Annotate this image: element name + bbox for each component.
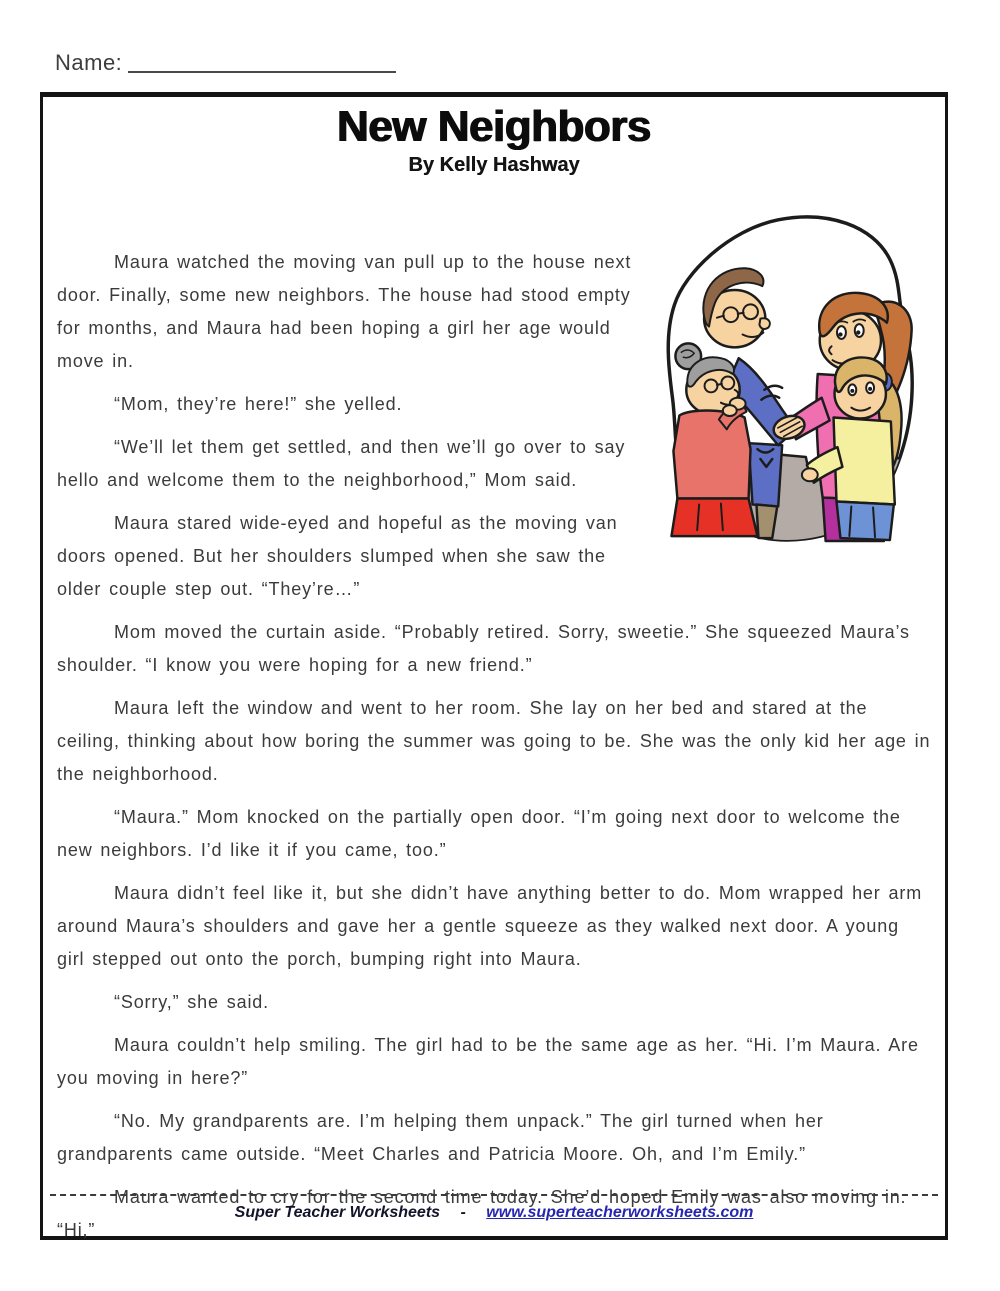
passage-paragraph: Maura couldn’t help smiling. The girl had to be the same age as her. “Hi. I’m Maura. Are you moving in here?”: [57, 1035, 919, 1088]
passage-paragraph: Maura left the window and went to her room. She lay on her bed and stared at the ceiling, thinking about how boring the summer was going to be. She was the only kid her age in the neighborhood.: [57, 698, 931, 784]
footer-line: [43, 1196, 945, 1236]
footer-url-link[interactable]: www.superteacherworksheets.com: [486, 1204, 754, 1221]
passage-paragraph: “We’ll let them get settled, and then we’ll go over to say hello and welcome them to the neighborhood,” Mom said.: [57, 437, 626, 490]
byline: By Kelly Hashway: [408, 154, 580, 176]
page-title: New Neighbors: [337, 102, 651, 151]
title-block: [43, 97, 945, 178]
neighbors-greeting-cartoon-svg: [661, 208, 929, 544]
footer-separator: -: [460, 1204, 466, 1221]
footer-brand: Super Teacher Worksheets: [234, 1204, 441, 1221]
passage-paragraph: “No. My grandparents are. I’m helping them unpack.” The girl turned when her grandparents came outside. “Meet Charles and Patricia Moore. Oh, and I’m Emily.”: [57, 1111, 824, 1164]
passage-paragraph: Maura stared wide-eyed and hopeful as the moving van doors opened. But her shoulders slumped when she saw the older couple step out. “They’re…”: [57, 513, 618, 599]
neighbors-greeting-illustration: [661, 208, 929, 544]
sheet-footer: [43, 1194, 945, 1236]
passage-paragraph: “Sorry,” she said.: [114, 992, 270, 1012]
reading-passage: [57, 246, 931, 1247]
name-input-line[interactable]: [128, 71, 396, 73]
name-label: Name:: [55, 50, 123, 75]
passage-paragraph: Maura didn’t feel like it, but she didn’t have anything better to do. Mom wrapped her arm around Maura’s shoulders and gave her a gentle squeeze as they walked next door. A young girl stepped out onto the porch, bumping right into Maura.: [57, 883, 923, 969]
passage-paragraph: Maura watched the moving van pull up to the house next door. Finally, some new neighbors. The house had stood empty for months, and Maura had been hoping a girl her age would move in.: [57, 252, 632, 371]
passage-paragraph: “Maura.” Mom knocked on the partially open door. “I’m going next door to welcome the new neighbors. I’d like it if you came, too.”: [57, 807, 901, 860]
worksheet-sheet: [40, 92, 948, 1240]
passage-paragraph: Maura wanted to cry for the second time today. She’d hoped Emily was also moving in. “Hi,”: [57, 1187, 907, 1240]
passage-paragraph: “Mom, they’re here!” she yelled.: [114, 394, 403, 414]
name-row: [0, 0, 1000, 82]
passage-paragraph: Mom moved the curtain aside. “Probably retired. Sorry, sweetie.” She squeezed Maura’s shoulder. “I know you were hoping for a new friend.”: [57, 622, 910, 675]
